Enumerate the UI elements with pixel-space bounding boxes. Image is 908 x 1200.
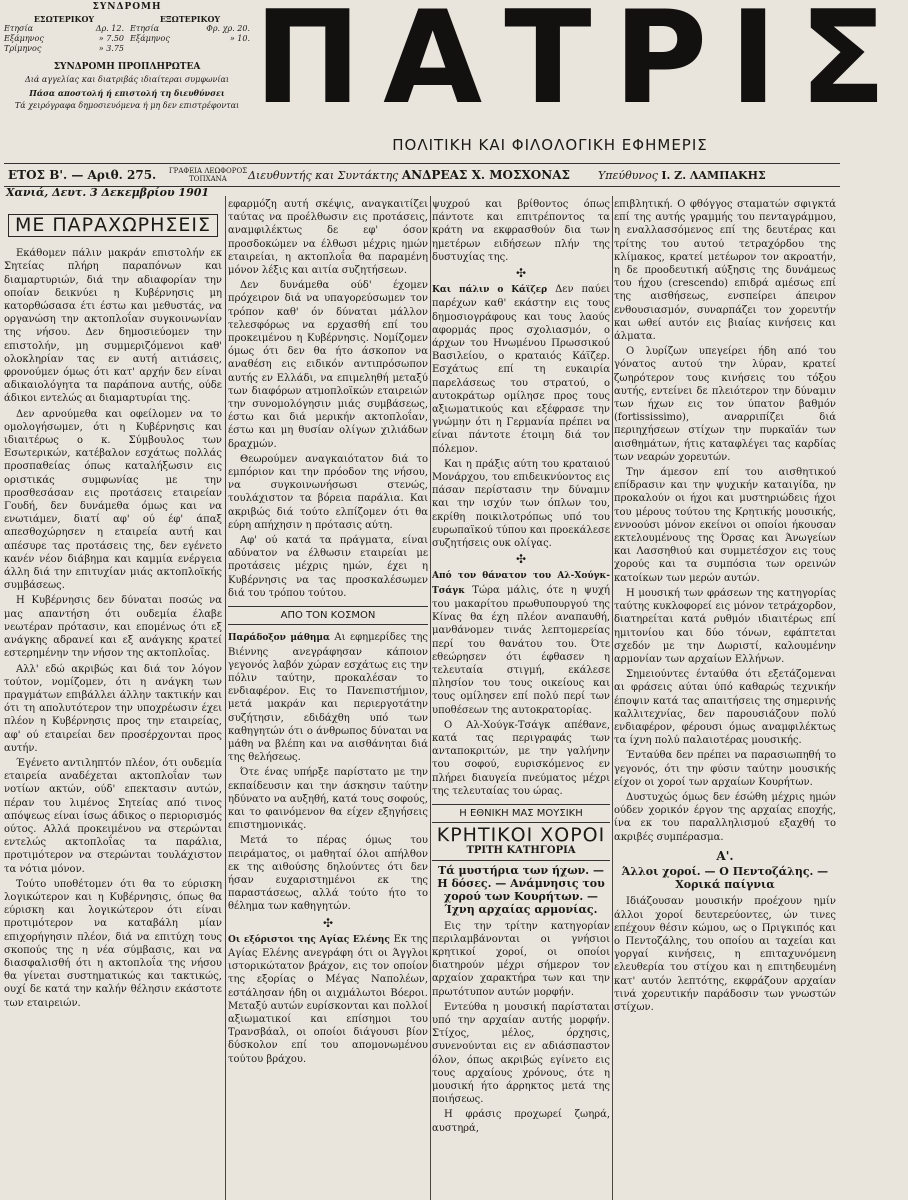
paragraph: εφαρμόζη αυτή σκέψις, αναγκαιτίζει ταύτας να προέλθωσιν εις προτάσεις, αναμφιλέκτως δε εφ' όσον προσδοκώμεν να έλθωσι μέχρις ημών εταιρείαι, η ακτοπλοΐα θα παραμένη μόνον λέξις και αιτία συζητήσεων. (228, 199, 428, 277)
section-heading: ΑΠΟ ΤΟΝ ΚΟΣΜΟΝ (228, 606, 428, 625)
paragraph: Η Κυβέρνησις δεν δύναται ποσώς να μας απαντήση ότι ουδεμία έλαβε νεωτέραν πρότασιν, και επομένως ότι εξ ανάγκης αδρανεί και εξ ανάγκης κρατεί εστερημένην την νήσον της ακτοπλοΐας. (4, 595, 222, 660)
sub-heading: Από τον θάνατον του Αλ-Χούγκ-Τσάγκ (432, 571, 610, 596)
paragraph: Δεν δυνάμεθα ούδ' έχομεν πρόχειρον διά να υπαγορεύσωμεν τον τρόπον καθ' όν δύναται μάλλον τελεσφόρως να ερχασθή επί του προκειμένου η Κυβέρνησις. Νομίζομεν όμως ότι δεν θα ήτο άσκοπον να αναθέση εις ειδικόν αντιπρόσωπον αυτής εν Ελλάδι, να επιμεληθή μεταξύ των διαφόρων ατμοπλοϊκών εταιρειών την συνομολόγησιν μιάς συμβάσεως, έστω και διά μερικήν ακτοπλοΐαν, έστω και μη θυσίαν ολίγων χιλιάδων δραχμών. (228, 280, 428, 450)
paragraph: Ένταύθα δεν πρέπει να παρασιωπηθή το γεγονός, ότι την φύσιν ταύτην μουσικής είχον οι χοροί των αρχαίων Κουρήτων. (614, 750, 836, 788)
lead-summary: Τά μυστήρια των ήχων. — Η δόσες. — Ανάμνησις του χορού των Κουρήτων. — Ίχνη αρχαίας αρμονίας. (437, 863, 605, 916)
foreign-rates (130, 14, 250, 54)
column-2 (228, 198, 428, 1200)
paragraph: Τούτο υποθέτομεν ότι θα το εύρισκη λογικώτερον και η Κυβέρνησις, όπως θα εύρισκη και λογικώτερον ότι είναι προτιμότερον να καταβάλη μίαν επιχορήγησιν πλέον, διά να επιτύχη τους σκοπούς της η νέα σύμβασις, και να διασφαλισθή ότι η ακτοπλοΐα της νήσου θα γίνεται συστηματικώς και τακτικώς, ουχί δε κατά την καλήν θέλησιν εκάστοτε των εταιρειών. (4, 878, 222, 1009)
masthead-subtitle: ΠΟΛΙΤΙΚΗ ΚΑΙ ΦΙΛΟΛΟΓΙΚΗ ΕΦΗΜΕΡΙΣ (392, 136, 708, 154)
paragraph: Και η πράξις αύτη του κραταιού Μονάρχου, του επιδεικνύοντος εις πάσαν περίστασιν την δύναμιν και την ισχύν των όπλων του, εκρίθη ποικιλοτρόπως υπό του ευρωπαϊκού τύπου και προεκάλεσε συζητήσεις ουκ ολίγας. (432, 458, 610, 550)
rate-value: » 7.50 (98, 34, 124, 43)
editor-name: ΑΝΔΡΕΑΣ Χ. ΜΟΣΧΟΝΑΣ (401, 168, 570, 182)
column-rule (612, 196, 613, 1200)
paragraph: Σημειούντες ένταύθα ότι εξετάζομεναι αι φράσεις αύται ύπό καθαρώς τεχνικήν έποψιν κατά τας απαιτήσεις της σημερινής καλλιτεχνίας, δεν παρουσιάζουν πολύ ενδιαφέρον, φέρουσι όμως αναμφιλέκτως τα ίχνη πολύ παλαιοτέρας μουσικής. (614, 669, 836, 747)
mail-note: Πάσα αποστολή ή επιστολή τη διευθύνσει (29, 88, 225, 98)
paragraph: επιβλητική. Ο φθόγγος σταματών σφιγκτά επί της αυτής γραμμής του πενταγράμμου, η εναλλασσόμενος επί της δευτέρας και τρίτης του αυτού τετραχόρδου της κλίμακος, κρατεί μετέωρον τον ακροατήν, η δε προοδευτική αύξησις της δυνάμεως του ήχου (crescendo) επιδρά αμέσως επί της αισθήσεως, ενσπείρει άπειρον ενθουσιασμόν, συναρπάζει τον χορευτήν και ωθεί αυτόν εις βιαίας κινήσεις και άλματα. (614, 199, 836, 343)
sub-heading: Άλλοι χοροί. — Ο Πεντοζάλης. — Χορικά παίγνια (621, 864, 829, 892)
rate-value: Φρ. χρ. 20. (206, 24, 250, 33)
paragraph: Αλλ' εδώ ακριβώς και διά τον λόγον τούτον, νομίζομεν, ότι η ανάγκη των πραγμάτων επιβάλλει άλλην τακτικήν και ότι τη απολυτότερον την υποχρέωσιν έχει πλέον η Κυβέρνησις προς την εταιρείας, αφ' ού εταιρείαι δεν προσέρχονται προς αυτήν. (4, 663, 222, 754)
rate-value: » 3.75 (98, 44, 124, 53)
column-3 (432, 198, 610, 1200)
section-heading: Η ΕΘΝΙΚΗ ΜΑΣ ΜΟΥΣΙΚΗ (432, 804, 610, 823)
section-number: Α'. (716, 848, 734, 863)
paragraph: Εις την τρίτην κατηγορίαν περιλαμβάνονται οι γνήσιοι κρητικοί χοροί, οι οποίοι διατηρούν μέχρι σήμερον τον αρχαίον χαρακτήρα των και την πρωτότυπον αυτών μορφήν. (432, 920, 610, 998)
paragraph: Ιδιάζουσαν μουσικήν προέχουν ημίν άλλοι χοροί δευτερεύοντες, ών τινες επέχουν θέσιν κώμου, ως ο Πριγκιπός και ο Πεντοζάλης, του οποίου αι ταχείαι και γοργαί κινήσεις, η επιταχυνόμενη ελευθερία του στίχου και η επιτηδευμένη κατ' αυτόν λεπτότης, εκφράζουν αρχαίαν τινά χορευτικήν παράδοσιν των γνωστών στίχων. (614, 896, 836, 1013)
ads-note: Διά αγγελίας και διατριβάς ιδιαίτεραι συμφωνίαι (24, 75, 230, 84)
paragraph: Αφ' ού κατά τα πράγματα, είναι αδύνατον να έλθωσιν εταιρείαι με προτάσεις μέχρις ημών, έχει η Κυβέρνησις να τας προσκαλέσωμεν διά του τρόπου τούτου. (228, 535, 428, 599)
domestic-heading: ΕΣΩΤΕΡΙΚΟΥ (33, 14, 95, 24)
paragraph: Ο Αλ-Χούγκ-Τσάγκ απέθανε, κατά τας περιγραφάς των ανταποκριτών, με την γαλήνην του σοφού, ευρισκόμενος εν πλήρει διαυγεία πνεύματος μέχρι της τελευταίας του ώρας. (432, 719, 610, 797)
ornament-icon: ✣ (515, 552, 527, 567)
paragraph: Ότε ένας υπήρξε παρίστατο με την εκπαίδευσιν και την άσκησιν ταύτην ηδύνατο να αυξηθή, κατά τους σοφούς, και το φαινόμενον θα είχεν εξηγήσεις επιστημονικάς. (228, 767, 428, 832)
sub-heading: Οι εξόριστοι της Αγίας Ελένης (228, 934, 390, 945)
paragraph: Η φράσις προχωρεί ζωηρά, αυστηρά, (432, 1109, 610, 1134)
domestic-rates (4, 14, 124, 54)
column-4 (614, 198, 836, 1200)
paragraph: Δεν παύει παρέχων καθ' εκάστην εις τους δημοσιογράφους και τους λαούς αφορμάς προς σχολιασμόν, ο άρχων του Ηνωμένου Πρωσσικού Βασιλείου, ο κραταιός Κάϊζερ. Εσχάτως επί τη ευκαιρία παρελάσεως του στρατού, ο αυτοκράτωρ ομίλησε προς τους αξιωματικούς και εξέφρασε την γνώμην ότι η Γερμανία πρέπει να είναι πάντοτε έτοιμη διά τον πόλεμον. (432, 284, 610, 455)
rate-label: Ετησία (130, 24, 160, 33)
offices: ΓΡΑΦΕΙΑ ΛΕΩΦΟΡΟΣ ΤΟΠΧΑΝΑ (168, 167, 248, 183)
paragraph: Την άμεσον επί του αισθητικού επίδρασιν και την ψυχικήν καταιγίδα, ην προκαλούν οι ήχοι και μυστηριώδεις ήχοι του μέρους τούτου της Κρητικής μουσικής, εννοούσι μόνον εκείνοι οι οποίοι ήκουσαν εκτελουμένους της Όρσας και Άνωγείων και Λασσηθιού και συμμετέσχον εις τους χορούς και τα συμπόσια των ορεινών κατοίκων των μερών αυτών. (614, 467, 836, 584)
sub-heading: Και πάλιν ο Κάϊζερ (432, 285, 548, 296)
rate-label: Τρίμηνος (4, 44, 42, 53)
editor-label: Διευθυντής και Συντάκτης (248, 169, 399, 182)
responsible-label: Υπεύθυνος (598, 168, 658, 182)
column-1 (4, 198, 222, 1200)
paragraph: Εκάθομεν πάλιν μακράν επιστολήν εκ Σητείας πλήρη παραπόνων και διαμαρτυριών, διά την αδιαφορίαν την οποίαν δεικνύει η Κυβέρνησις μη κατορθώσασα έτι έστω και μεθυστάς, να οργανώση την ακτοπλοΐαν συγκοινωνίαν της νήσου. Δεν δημοσιεύομεν την επιστολήν, μη συμμεριζόμενοι καθ' ολοκληρίαν τας εν αυτή αιτιάσεις, φρονούμεν όμως ότι κατ' αρχήν δεν είναι αδικαιολόγητα τα παράπονα αυτής, ούδε άδικοι εντελώς αι διαμαρτυρίαι της. (4, 248, 222, 405)
info-row (4, 163, 840, 187)
category-heading: ΤΡΙΤΗ ΚΑΤΗΓΟΡΙΑ (432, 844, 610, 860)
paragraph: Ο λυρίζων υπεγείρει ήδη από του γόνατος αυτού την λύραν, κρατεί ζωηρότερον τους κινήσεις του τόξου αυτής, εντείνει δε πλειότερον την δύναμιν των ήχων εις τον ύπατον βαθμόν (fortississimo), αναρριπίζει διά περιηχήσεων στίχων την πυρκαϊάν των αισθημάτων, ήτις καταφλέγει τας καρδίας των νεαρών χορευτών. (614, 346, 836, 463)
manuscripts-note: Τά χειρόγραφα δημοσιευόμενα ή μη δεν επιστρέφονται (14, 101, 240, 110)
article-headline: ΜΕ ΠΑΡΑΧΩΡΗΣΕΙΣ (8, 214, 218, 237)
editor (248, 168, 598, 182)
rate-value: » 10. (229, 34, 250, 43)
paragraph: Η μουσική των φράσεων της κατηγορίας ταύτης κυκλοφορεί εις μόνον τετράχορδον, διατηρείται κατά ρυθμόν ιδιαιτέρως επί ημιτονίου και δύο τόνων, εφάπτεται σχεδόν με την Δωριστί, καλουμένην αρμονίαν των αρχαίων Ελλήνων. (614, 587, 836, 665)
rate-label: Ετησία (4, 24, 34, 33)
rate-label: Εξάμηνος (130, 34, 170, 43)
paragraph: Δυστυχώς όμως δεν έσώθη μέχρις ημών ούδεν χορικόν έργον της αρχαίας εποχής, ίνα εκ του παραλληλισμού εξαχθή το ακριβές συμπέρασμα. (614, 791, 836, 843)
paragraph: Έγένετο αντιληπτόν πλέον, ότι ουδεμία εταιρεία αναδέχεται ακτοπλοΐαν των νοτίων ακτών, ούδ' επεκτασιν αυτών, πέραν του λιμένος Σητείας από τινος απόψεως είναι ίσως άδικος ο περιορισμός ούτος. Αλλά προκειμένου να στερώνται εντελώς ακτοπλοΐας τα παράλια, προτιμότερον να στερώνται τουλάχιστον τα νότια μόνον. (4, 757, 222, 875)
paragraph: ψυχρού και βρίθοντος όπως πάντοτε και επιτρέποντος τα κράτη να εκφρασθούν δια των ημετέρων ειδήσεων πλήν της δυστυχίας της. (432, 199, 610, 263)
article-headline: ΚΡΗΤΙΚΟΙ ΧΟΡΟΙ (436, 824, 606, 847)
subscription-title: ΣΥΝΔΡΟΜΗ (92, 2, 162, 12)
column-rule (430, 196, 431, 1200)
paragraph: Θεωρούμεν αναγκαιότατον διά το εμπόριον και την πρόοδον της νήσου, να συγκοινωνήσωσι στενώς, τουλάχιστον τα βόρεια παράλια. Και ακριβώς διά τούτο ελπίζομεν ότι θα εύρη απήχησιν η πρότασις αύτη. (228, 453, 428, 531)
paragraph: Εκ της Αγίας Ελένης ανεγράφη ότι οι Άγγλοι ιστορικώτατον βράχον, εις τον οποίον της εξορίας ο Μέγας Ναπολέων, εστάλησαν ήδη οι αιχμάλωτοι Βόεροι. Μεταξύ αυτών ευρίσκονται και πολλοί αξιωματικοί και επίσημοι του Τρανσβάαλ, οι οποίοι διάγουσι βίον δύσκολον επί του απομονωμένου τούτου βράχου. (228, 933, 428, 1065)
paragraph: Δεν αρνούμεθα και οφείλομεν να το ομολογήσωμεν, ότι η Κυβέρνησις και ιδιαιτέρως ο κ. Σύμβουλος των Εσωτερικών, κατέβαλον εσχάτως πολλάς προσπαθείας όπως καταλήξωσιν εις οριστικάς συμφωνίας με την προσθεσάσαν εις προτάσεις εταιρείαν Γουδή, δεν δυνάμεθα όμως και να ενωτιάμεν, διατί αφ' ού έφ' άπαξ απεσθοχώρησεν η εταιρεία αυτή και απέσυρε τας προτάσεις της, δεν εγένετο κανέν νέον διάβημα και καμμία ενέργεια άλλη διά την επιτυχίαν μιάς ακτοπλοϊκής συμβάσεως. (4, 408, 222, 592)
responsible-name: Ι. Ζ. ΛΑΜΠΑΚΗΣ (661, 168, 766, 182)
rate-value: Δρ. 12. (95, 24, 124, 33)
paragraph: Εντεύθα η μουσική παρίσταται υπό την αρχαίαν αυτής μορφήν. Στίχος, μέλος, όρχησις, συνενούνται εις εν αδιάσπαστον όλον, όπως ακριβώς εγίνετο εις τους αρχαίους χρόνους, ότε η μουσική ήτο άρρηκτος μετά της ποιήσεως. (432, 1001, 610, 1106)
sub-heading: Παράδοξον μάθημα (228, 633, 330, 644)
paragraph: Μετά το πέρας όμως του πειράματος, οι μαθηταί όλοι απήλθον εκ της αιθούσης δηλούντες ότι δεν ήσαν ευχαριστημένοι εκ της παραστάσεως, αλλά τούτο ήτο το θέλημα των καθηγητών. (228, 835, 428, 913)
ornament-icon: ✣ (322, 915, 334, 930)
masthead-title: ΠΑΤΡΙΣ (254, 0, 908, 133)
column-rule (225, 196, 226, 1200)
ornament-icon: ✣ (515, 266, 527, 281)
responsible (598, 169, 766, 182)
paragraph: Τώρα μάλις, ότε η ψυχή του μακαρίτου πρωθυπουργού της Κίνας θα έχη πλέον αναπαυθή, μανθάνομεν τινάς λεπτομερείας περί του θανάτου του. Ότε εθεώρησεν ότι έφθασεν η τελευταία στιγμή, εκάλεσε πλησίον του τους οικείους και τους ομίλησεν επί πολύ περί των υποθέσεων της αυτοκρατορίας. (432, 584, 610, 716)
subscription-box (4, 2, 250, 111)
foreign-heading: ΕΞΩΤΕΡΙΚΟΥ (159, 14, 221, 24)
year-issue: ΕΤΟΣ Β'. — Αριθ. 275. (8, 168, 157, 182)
prepaid-notice: ΣΥΝΔΡΟΜΗ ΠΡΟΠΛΗΡΩΤΕΑ (53, 62, 201, 72)
rate-label: Εξάμηνος (4, 34, 44, 43)
date-line: Χανιά, Δευτ. 3 Δεκεμβρίου 1901 (6, 186, 210, 199)
paragraph: Αι εφημερίδες της Βιέννης ανεγράφησαν κάποιον γεγονός λαβόν χώραν εσχάτως εις την πόλιν ταύτην, προκαλέσαν το ενδιαφέρον. Εις το Πανεπιστήμιον, μετά μακράν και περιεργοτάτην συζήτησιν, εδιδάχθη υπό των καθηγητών ότι ο άνθρωπος δύναται να μάθη να βλέπη και να αισθάνηται διά της θελήσεως. (228, 632, 428, 764)
